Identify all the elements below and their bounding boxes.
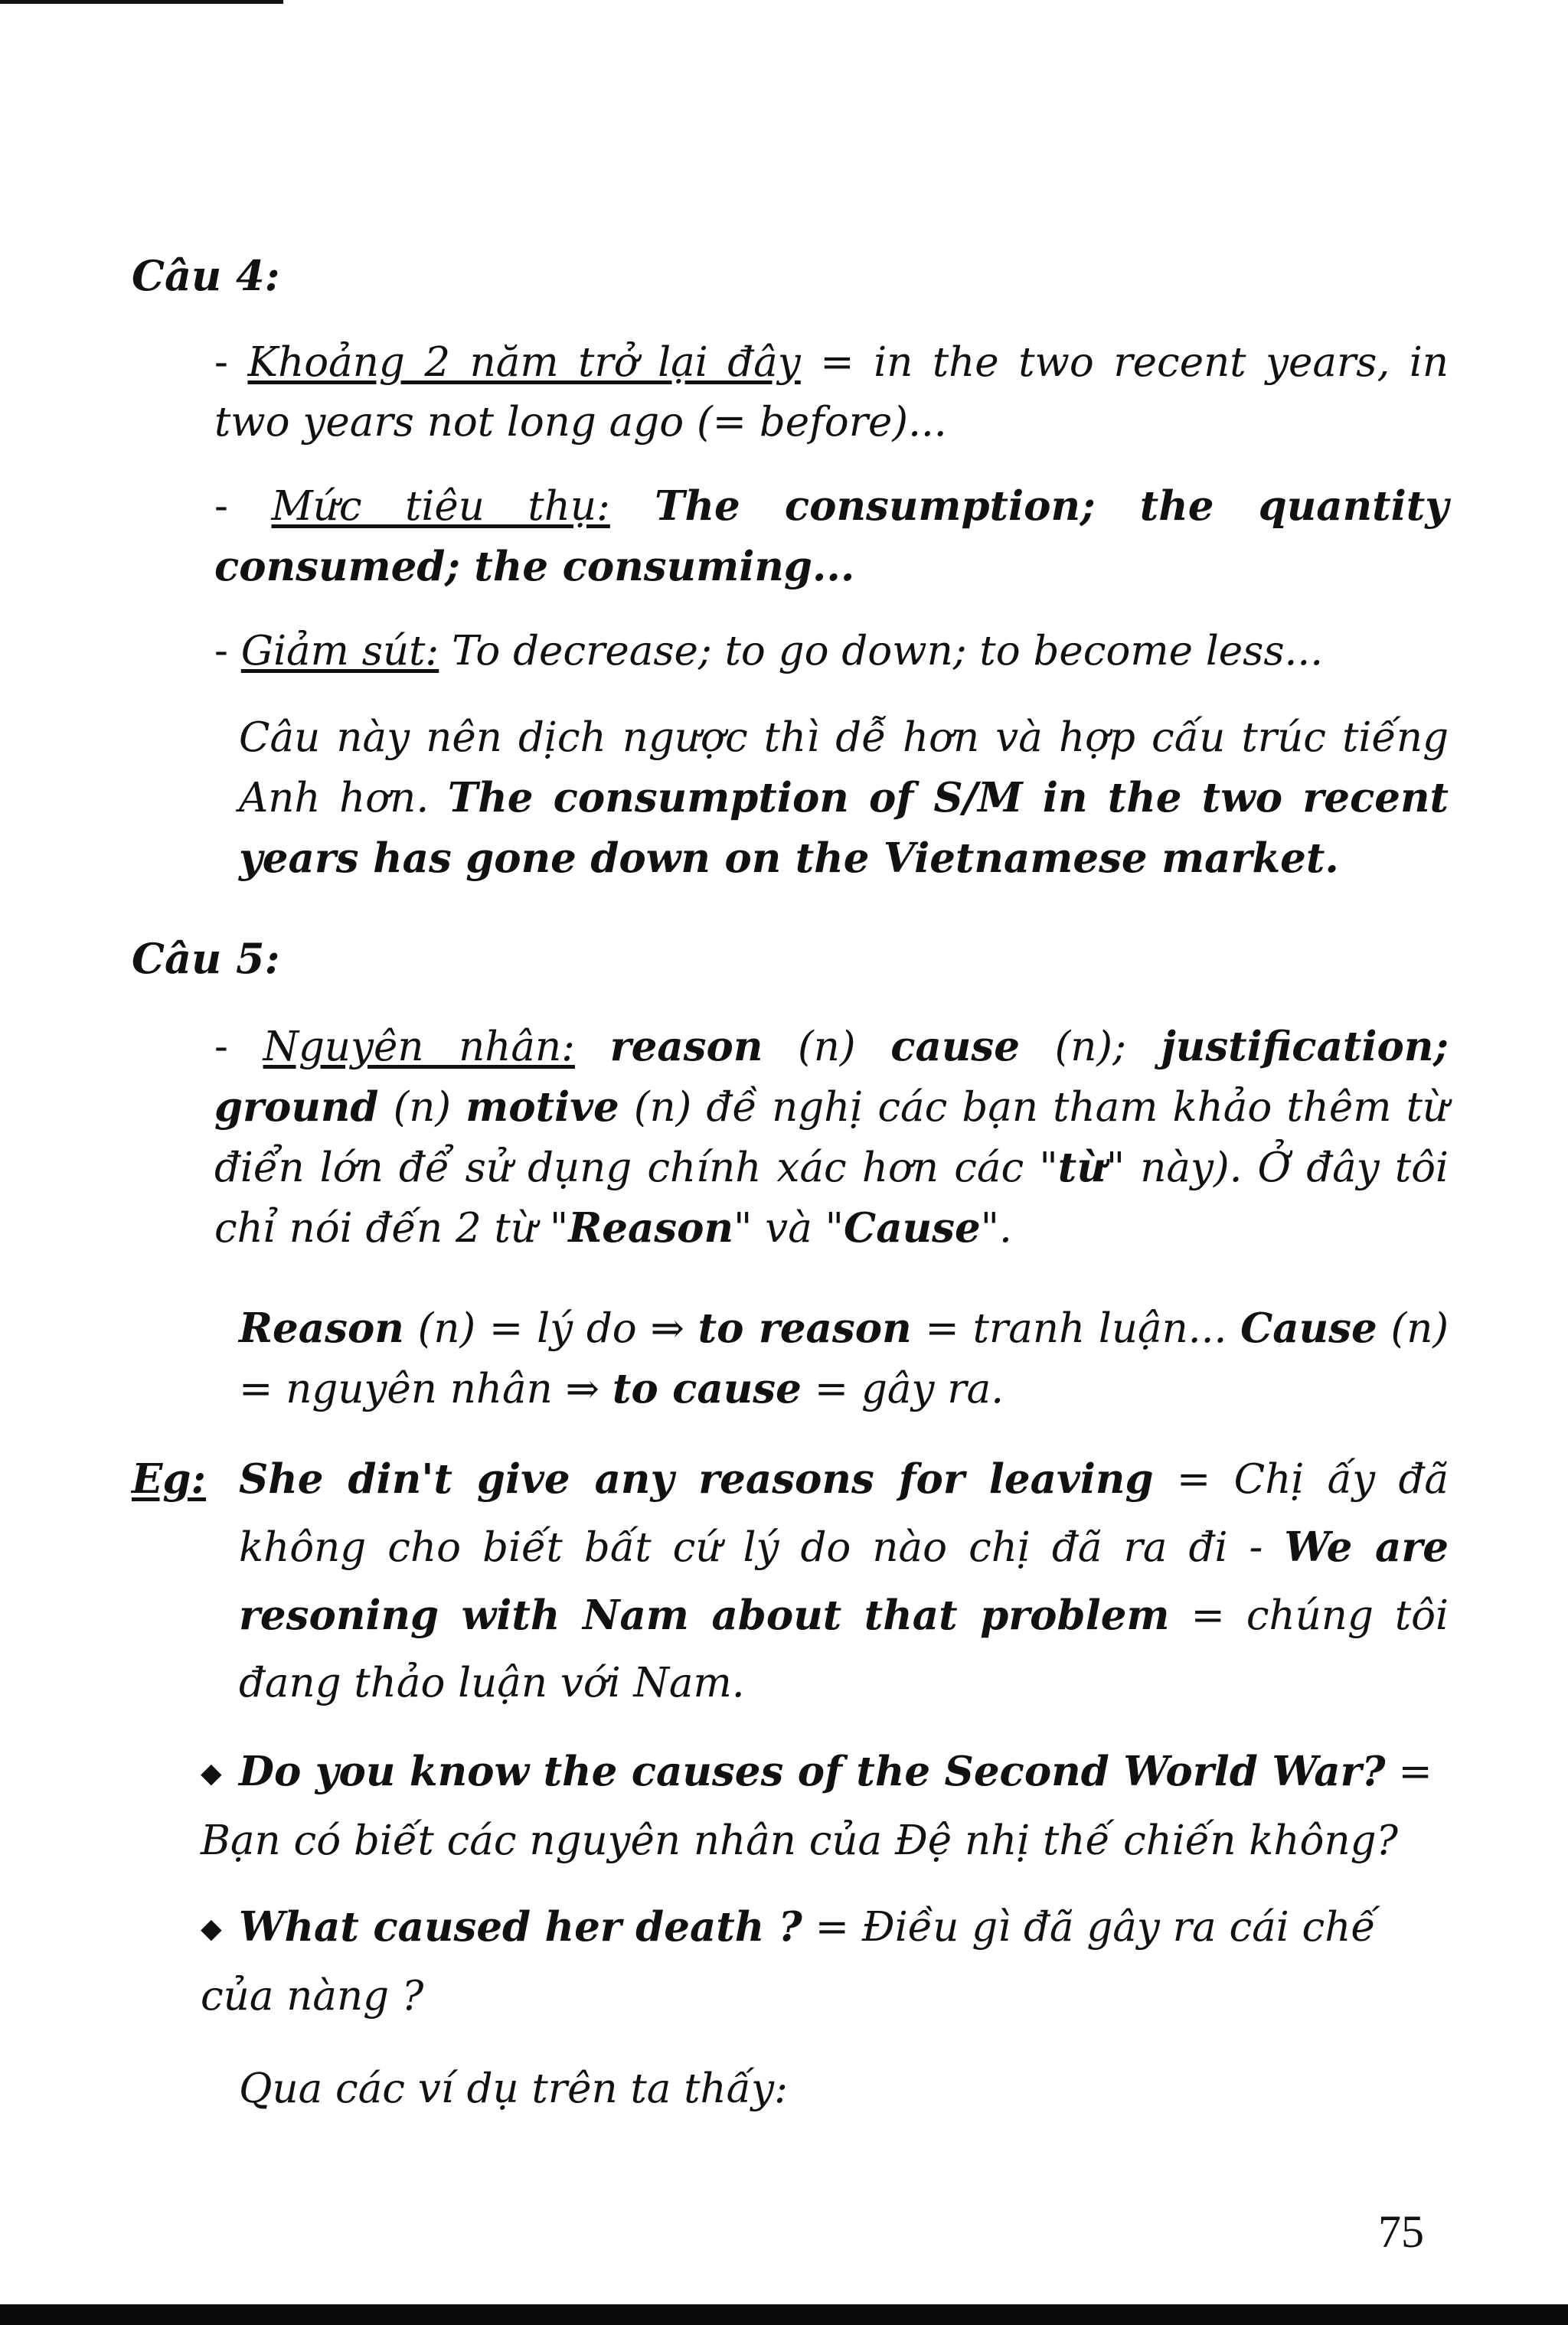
example-english: We are resoning with Nam about that problem: [239, 1523, 1449, 1639]
bullet-english: Do you know the causes of the Second World War?: [239, 1748, 1386, 1795]
cau5-heading: Câu 5:: [132, 934, 280, 983]
definition: To decrease; to go down; to become less...: [439, 628, 1324, 674]
bottom-scan-border: [0, 2304, 1568, 2325]
conclusion: Qua các ví dụ trên ta thấy:: [239, 2065, 788, 2112]
example-vietnamese: = chúng tôi đang thảo luận với Nam.: [239, 1592, 1449, 1706]
term: Khoảng 2 năm trở lại đây: [247, 339, 801, 386]
bullet-item: [201, 1893, 1449, 2030]
example-label: Eg:: [132, 1455, 207, 1503]
word: Cause: [844, 1204, 981, 1252]
text: = tranh luận...: [911, 1305, 1241, 1352]
word: to cause: [612, 1365, 802, 1412]
note-vietnamese: Câu này nên dịch ngược thì dễ hơn và hợp cấu trúc tiếng Anh hơn.: [239, 714, 1449, 821]
dash: -: [214, 483, 272, 530]
term: Nguyên nhân:: [263, 1024, 575, 1070]
text: (n): [763, 1024, 891, 1070]
note-english: The consumption of S/M in the two recent years has gone down on the Vietnamese market.: [239, 774, 1449, 882]
cau4-item-1: [214, 333, 1449, 452]
text: ".: [980, 1205, 1012, 1252]
example-vietnamese: = Chị ấy đã không cho biết bất cứ lý do nào chị đã ra đi -: [239, 1456, 1449, 1571]
top-rule: [0, 0, 283, 4]
cau4-heading: Câu 4:: [132, 251, 280, 300]
bullet-item: [201, 1738, 1449, 1875]
page-number: 75: [1378, 2206, 1424, 2257]
word: từ: [1057, 1144, 1106, 1191]
word: reason: [609, 1023, 763, 1070]
word: Reason: [568, 1204, 734, 1252]
term: Giảm sút:: [240, 628, 439, 674]
bullet-vietnamese: = Bạn có biết các nguyên nhân của Đệ nhị thế chiến không?: [201, 1749, 1432, 1864]
text: (n) đề nghị các bạn tham khảo thêm từ điển lớn để sử dụng chính xác hơn các ": [214, 1084, 1449, 1191]
dash: -: [214, 339, 248, 386]
word: cause: [890, 1023, 1020, 1070]
example-body: [239, 1445, 1449, 1717]
word: Reason: [239, 1305, 404, 1352]
text: (n) = lý do ⇒: [403, 1305, 698, 1352]
text: (n);: [1019, 1024, 1161, 1070]
text: = gây ra.: [801, 1366, 1004, 1412]
bullet-vietnamese: = Điều gì đã gây ra cái chế của nàng ?: [201, 1904, 1376, 2020]
dash: -: [214, 628, 241, 674]
example-english: She din't give any reasons for leaving: [239, 1455, 1154, 1503]
word: motive: [466, 1083, 619, 1131]
definition: = in the two recent years, in two years not long ago (= before)...: [214, 339, 1449, 446]
term: Mức tiêu thụ:: [271, 483, 610, 530]
definition: The consumption; the quantity consumed; the consuming...: [214, 482, 1449, 590]
diamond-bullet-icon: ◆: [201, 1758, 222, 1789]
cau5-reason-line: [239, 1298, 1449, 1419]
word: Cause: [1240, 1305, 1377, 1352]
cau4-note: [239, 708, 1449, 889]
diamond-bullet-icon: ◆: [201, 1913, 222, 1945]
word: to reason: [697, 1305, 912, 1352]
text: " này). Ở đây tôi chỉ nói đến 2 từ ": [214, 1145, 1449, 1252]
text: " và ": [733, 1205, 844, 1252]
dash: -: [214, 1024, 263, 1070]
word: justification; ground: [214, 1023, 1449, 1131]
text: (n) = nguyên nhân ⇒: [239, 1305, 1449, 1412]
cau5-item-1: [214, 1017, 1449, 1259]
bullet-english: What caused her death ?: [239, 1903, 802, 1951]
cau4-item-3: [214, 622, 1449, 681]
text: (n): [378, 1084, 466, 1131]
cau4-item-2: [214, 476, 1449, 597]
